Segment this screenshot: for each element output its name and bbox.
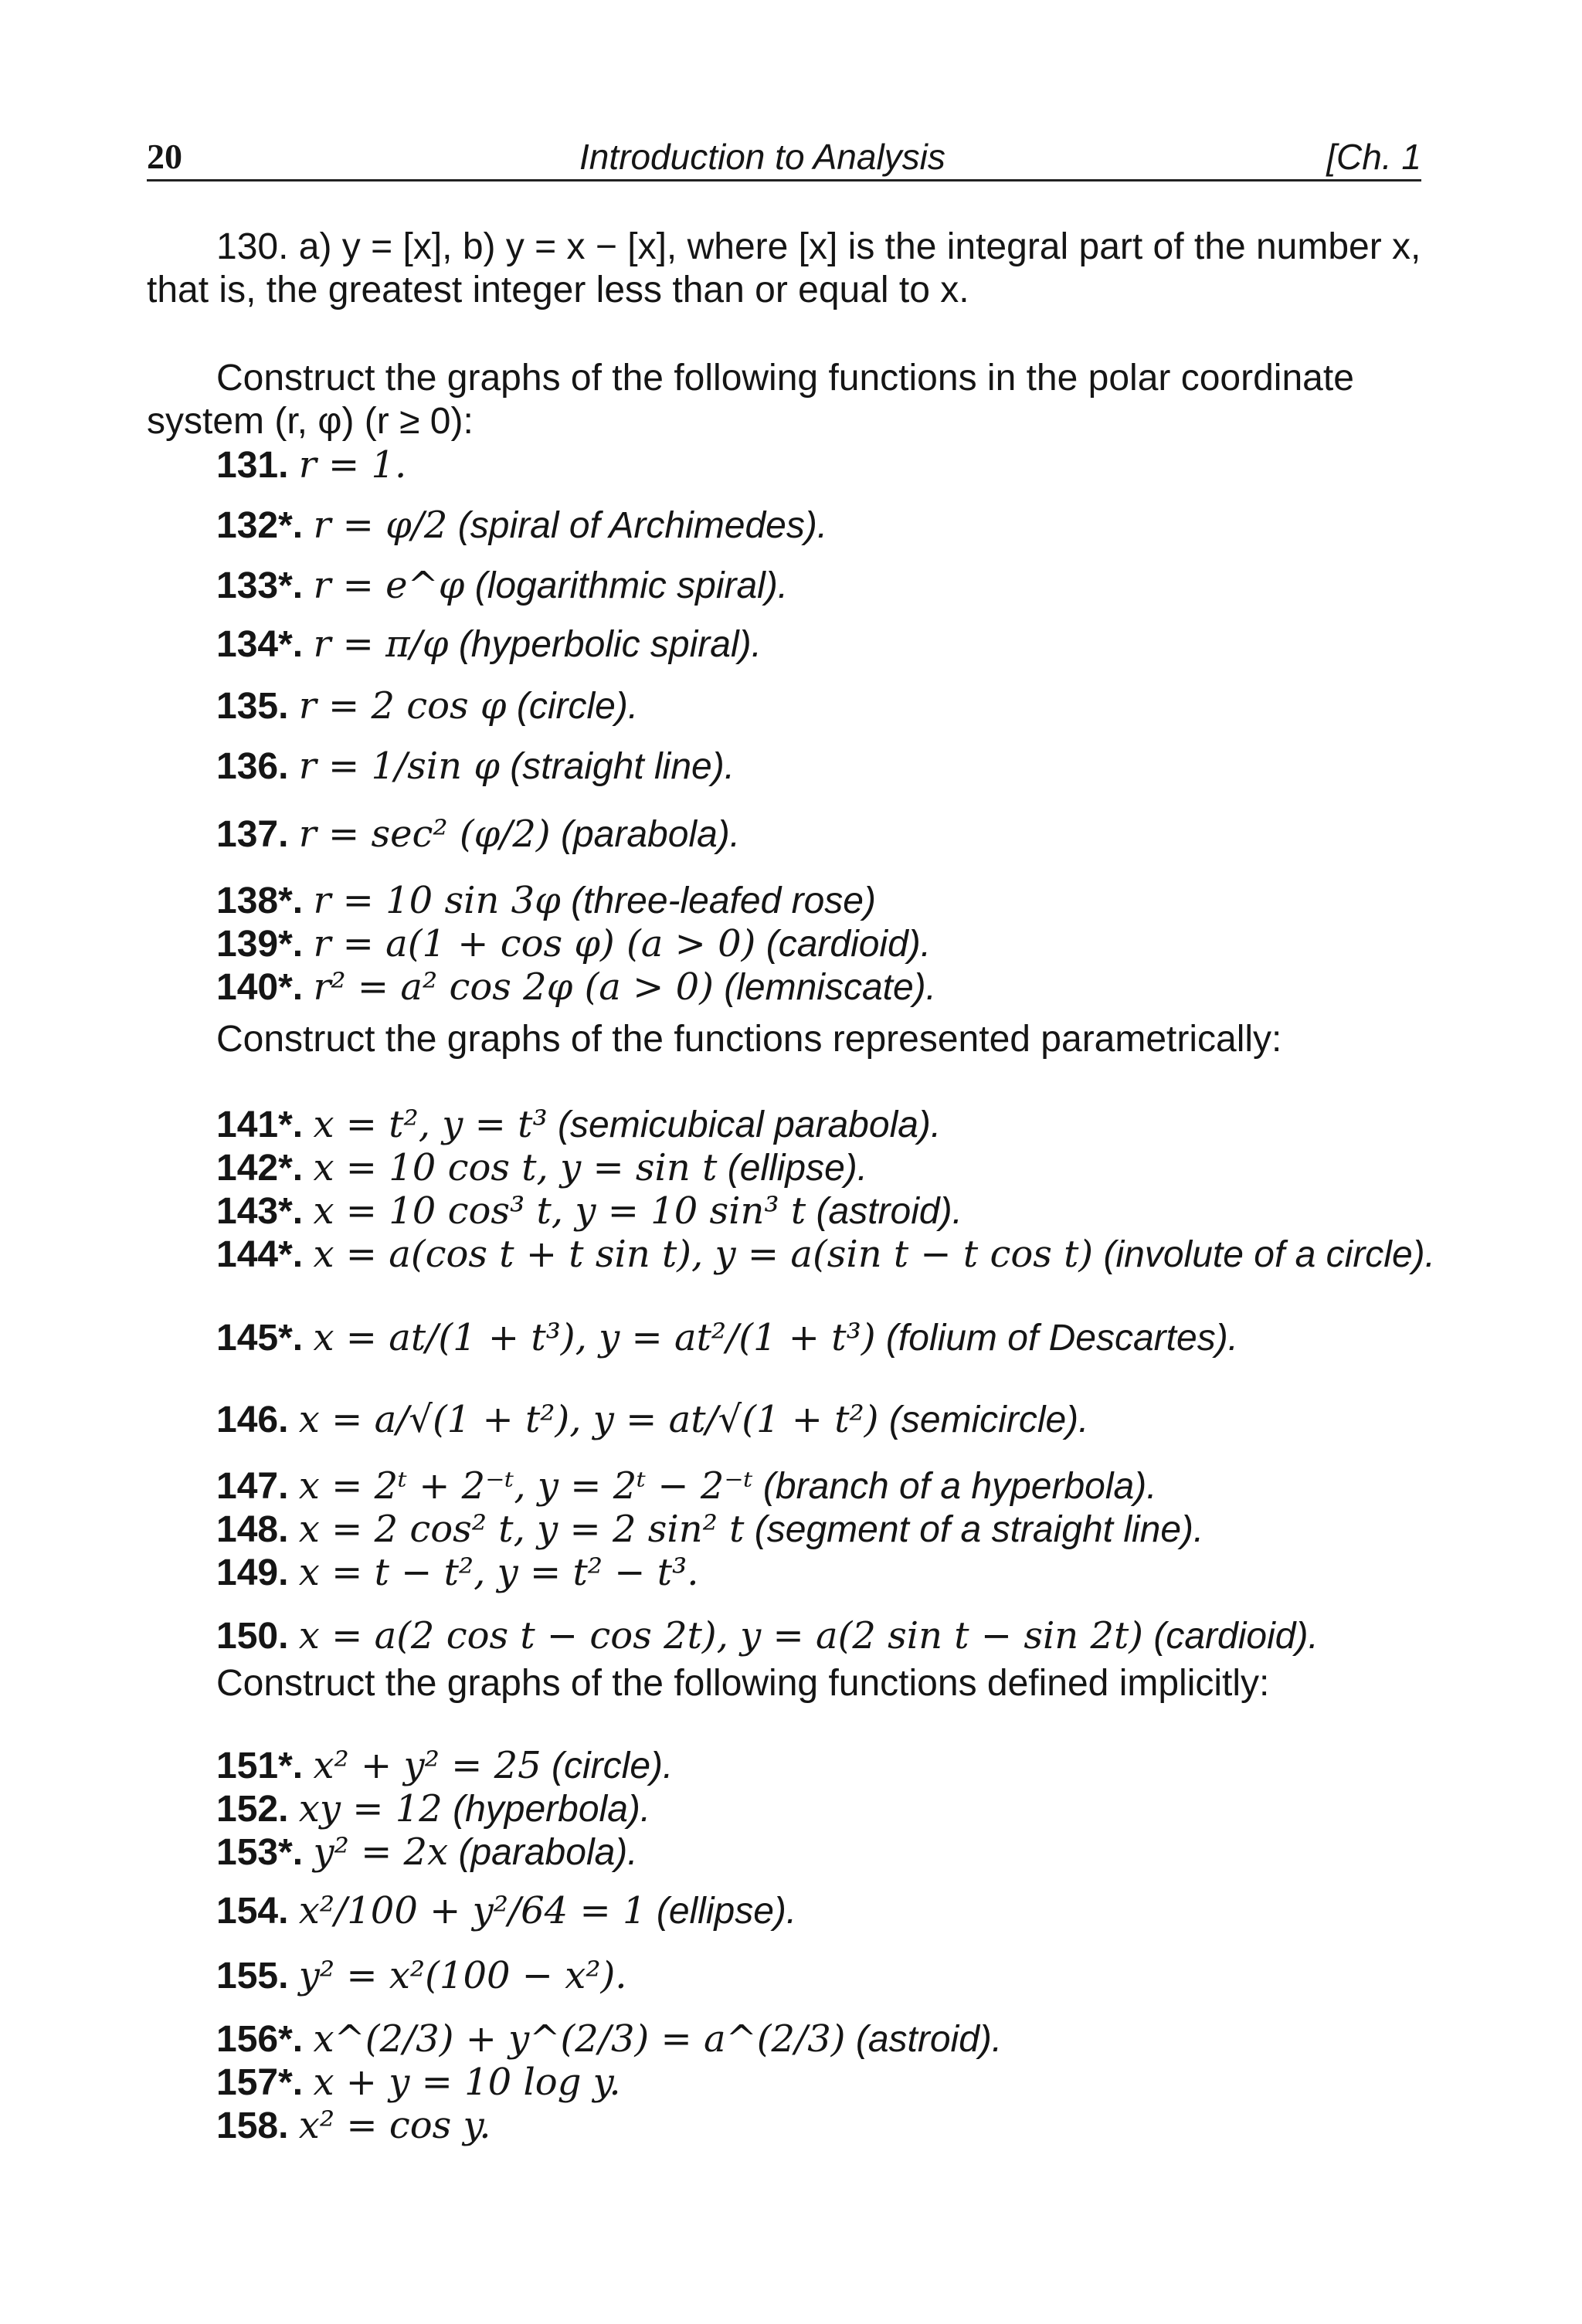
curve-name: (ellipse).	[656, 1891, 797, 1932]
equation: x + y = 10 log y.	[313, 2061, 621, 2104]
equation: r = e^φ	[313, 564, 465, 607]
equation: x = 10 cos t, y = sin t	[313, 1146, 718, 1189]
curve-name: (branch of a hyperbola).	[762, 1466, 1157, 1507]
page-header	[147, 136, 1421, 182]
equation: xy = 12	[298, 1787, 443, 1830]
curve-name: (ellipse).	[727, 1148, 868, 1189]
curve-name: (hyperbolic spiral).	[458, 624, 762, 665]
problem-number: 142*.	[216, 1148, 304, 1189]
parametric-intro: Construct the graphs of the functions represented parametrically:	[216, 1019, 1282, 1060]
problem-number: 145*.	[216, 1318, 304, 1359]
problem-number: 158.	[216, 2105, 289, 2146]
curve-name: (folium of Descartes).	[885, 1318, 1239, 1359]
problem-151	[216, 1744, 673, 1788]
equation: x² = cos y.	[298, 2104, 491, 2147]
problem-140	[216, 965, 936, 1009]
equation: x = t², y = t³	[313, 1103, 548, 1146]
curve-name: (hyperbola).	[453, 1789, 651, 1830]
problem-130: 130. a) y = [x], b) y = x − [x], where [x] is the integral part of the number x, that is, the greatest integer less than or equal to x.	[147, 226, 1421, 310]
problem-number: 154.	[216, 1891, 289, 1932]
curve-name: (lemniscate).	[724, 967, 936, 1008]
curve-name: (circle).	[552, 1746, 674, 1786]
equation: r = π/φ	[313, 623, 449, 666]
problem-number: 152.	[216, 1789, 289, 1830]
problem-153	[216, 1830, 638, 1874]
problem-number: 133*.	[216, 565, 304, 606]
curve-name: (segment of a straight line).	[754, 1509, 1204, 1550]
curve-name: (astroid).	[816, 1191, 962, 1232]
running-title: Introduction to Analysis	[579, 137, 945, 177]
equation: x = at/(1 + t³), y = at²/(1 + t³)	[313, 1316, 876, 1359]
problem-number: 155.	[216, 1956, 289, 1997]
problem-number: 144*.	[216, 1234, 304, 1275]
equation: r² = a² cos 2φ (a > 0)	[313, 965, 714, 1009]
problem-150	[216, 1614, 1319, 1658]
problem-131	[216, 443, 406, 487]
equation: x² + y² = 25	[313, 1744, 541, 1787]
curve-name: (spiral of Archimedes).	[457, 505, 828, 546]
curve-name: (parabola).	[458, 1832, 638, 1873]
problem-141	[216, 1103, 941, 1147]
problem-146	[216, 1398, 1089, 1442]
problem-137	[216, 813, 740, 857]
problem-135	[216, 684, 638, 728]
problem-number: 147.	[216, 1466, 289, 1507]
problem-149	[216, 1551, 699, 1595]
equation: x = 10 cos³ t, y = 10 sin³ t	[313, 1189, 806, 1233]
equation: r = 1.	[298, 443, 407, 487]
equation: x = a(2 cos t − cos 2t), y = a(2 sin t − sin 2t)	[298, 1614, 1144, 1657]
problem-139	[216, 922, 931, 966]
equation: x = a(cos t + t sin t), y = a(sin t − t cos t)	[313, 1233, 1094, 1276]
equation: y² = x²(100 − x²).	[298, 1954, 627, 1997]
problem-number: 140*.	[216, 967, 304, 1008]
problem-143	[216, 1189, 962, 1233]
problem-number: 146.	[216, 1399, 289, 1440]
problem-152	[216, 1787, 650, 1831]
problem-148	[216, 1508, 1203, 1552]
equation: x = 2ᵗ + 2⁻ᵗ, y = 2ᵗ − 2⁻ᵗ	[298, 1464, 753, 1508]
problem-156	[216, 2017, 1002, 2061]
problem-number: 148.	[216, 1509, 289, 1550]
equation: y² = 2x	[313, 1830, 449, 1874]
problem-number: 138*.	[216, 880, 304, 921]
curve-name: (circle).	[516, 686, 639, 727]
problem-number: 135.	[216, 686, 289, 727]
equation: x^(2/3) + y^(2/3) = a^(2/3)	[313, 2017, 846, 2061]
problem-133	[216, 564, 788, 608]
equation: x²/100 + y²/64 = 1	[298, 1889, 647, 1932]
problem-number: 150.	[216, 1616, 289, 1657]
problem-number: 153*.	[216, 1832, 304, 1873]
problem-132	[216, 504, 827, 548]
problem-number: 131.	[216, 445, 289, 486]
problem-145	[216, 1316, 1238, 1360]
problem-number: 132*.	[216, 505, 304, 546]
problem-number: 149.	[216, 1552, 289, 1593]
equation: r = 2 cos φ	[298, 684, 507, 728]
curve-name: (cardioid).	[1153, 1616, 1319, 1657]
page-number: 20	[147, 137, 182, 176]
problem-number: 136.	[216, 746, 289, 787]
problem-number: 157*.	[216, 2062, 304, 2103]
curve-name: (astroid).	[855, 2019, 1003, 2060]
curve-name: (semicircle).	[888, 1399, 1089, 1440]
problem-number: 134*.	[216, 624, 304, 665]
equation: r = sec² (φ/2)	[298, 813, 551, 856]
problem-142	[216, 1146, 867, 1190]
problem-158	[216, 2104, 491, 2148]
problem-154	[216, 1889, 796, 1933]
problem-157	[216, 2061, 621, 2105]
problem-number: 143*.	[216, 1191, 304, 1232]
chapter-label: [Ch. 1	[1326, 137, 1421, 177]
equation: r = 10 sin 3φ	[313, 879, 561, 922]
curve-name: (logarithmic spiral).	[474, 565, 789, 606]
problem-number: 151*.	[216, 1746, 304, 1786]
equation: x = t − t², y = t² − t³.	[298, 1551, 699, 1594]
problem-number: 141*.	[216, 1104, 304, 1145]
problem-136	[216, 745, 735, 789]
curve-name: (three-leafed rose)	[571, 880, 876, 921]
problem-134	[216, 623, 762, 667]
implicit-intro: Construct the graphs of the following functions defined implicitly:	[216, 1663, 1270, 1704]
equation: r = a(1 + cos φ) (a > 0)	[313, 922, 756, 965]
polar-intro: Construct the graphs of the following functions in the polar coordinate system (r, φ) (r ≥ 0):	[147, 358, 1354, 442]
problem-147	[216, 1464, 1157, 1508]
equation: x = a/√(1 + t²), y = at/√(1 + t²)	[298, 1398, 879, 1441]
curve-name: (involute of a circle).	[1103, 1234, 1435, 1275]
problem-number: 156*.	[216, 2019, 304, 2060]
problem-number: 139*.	[216, 924, 304, 965]
equation: r = 1/sin φ	[298, 745, 500, 788]
problem-144	[216, 1233, 1435, 1277]
equation: x = 2 cos² t, y = 2 sin² t	[298, 1508, 745, 1551]
equation: r = φ/2	[313, 504, 448, 547]
curve-name: (cardioid).	[766, 924, 932, 965]
curve-name: (parabola).	[560, 814, 741, 855]
curve-name: (straight line).	[510, 746, 735, 787]
problem-138	[216, 879, 876, 923]
curve-name: (semicubical parabola).	[558, 1104, 942, 1145]
problem-number: 137.	[216, 814, 289, 855]
problem-155	[216, 1954, 627, 1998]
